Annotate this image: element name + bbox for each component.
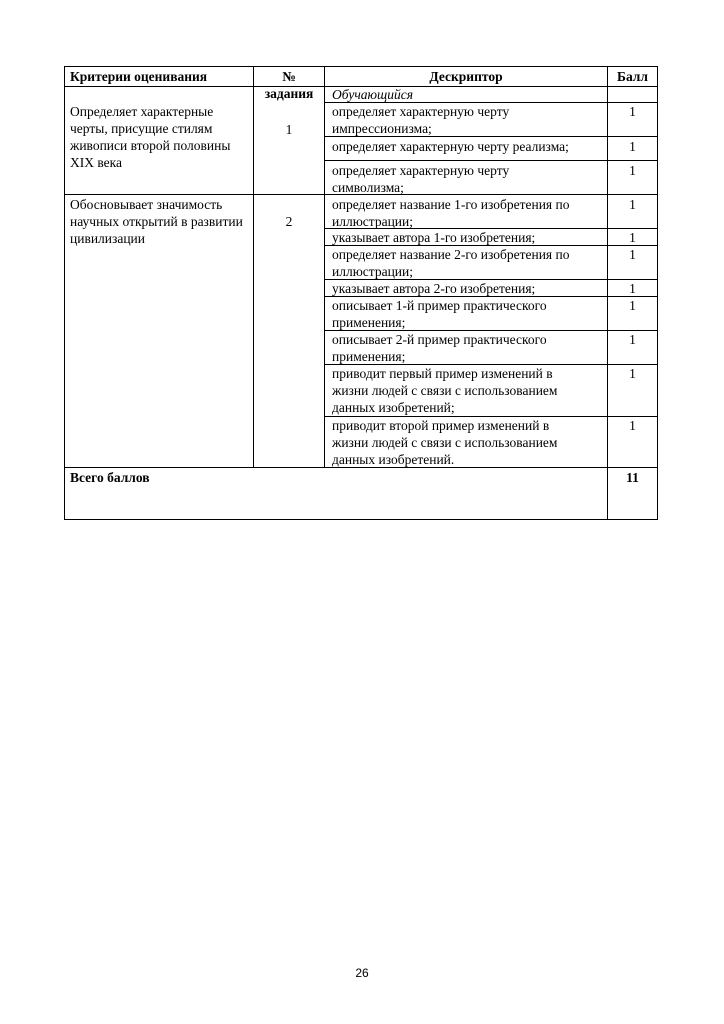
score-value: 1: [629, 197, 636, 212]
subheader-student: Обучающийся: [332, 87, 414, 102]
descriptor-item: описывает 2-й пример практического применения;: [332, 332, 547, 364]
descriptor-item: определяет название 2-го изобретения по иллюстрации;: [332, 247, 570, 279]
score-value: 1: [629, 139, 636, 154]
rubric-table: [64, 66, 658, 520]
header-descriptor: Дескриптор: [429, 69, 503, 84]
score-value: 1: [629, 418, 636, 433]
score-value: 1: [629, 163, 636, 178]
header-task-no: [254, 68, 324, 102]
descriptor-item: указывает автора 2-го изобретения;: [332, 281, 536, 296]
table-border-bottom: [64, 519, 658, 520]
descriptor-item: указывает автора 1-го изобретения;: [332, 230, 536, 245]
descriptor-item: приводит второй пример изменений в жизни людей с связи с использованием данных изобретений.: [332, 418, 558, 467]
total-label: Всего баллов: [70, 470, 150, 485]
header-score: Балл: [617, 69, 648, 84]
table-border-top: [64, 66, 658, 67]
criterion-1: Определяет характерные черты, присущие стилям живописи второй половины XIX века: [70, 104, 231, 170]
header-criteria: Критерии оценивания: [70, 69, 208, 84]
score-value: 1: [629, 298, 636, 313]
descriptor-item: определяет характерную черту импрессионизма;: [332, 104, 510, 136]
score-value: 1: [629, 332, 636, 347]
total-value: 11: [626, 470, 639, 485]
descriptor-item: определяет название 1-го изобретения по иллюстрации;: [332, 197, 570, 229]
score-value: 1: [629, 230, 636, 245]
score-value: 1: [629, 281, 636, 296]
score-value: 1: [629, 366, 636, 381]
table-border-right: [657, 66, 658, 520]
descriptor-item: определяет характерную черту символизма;: [332, 163, 510, 195]
column-divider: [324, 66, 325, 468]
score-value: 1: [629, 104, 636, 119]
task-number-1: 1: [285, 122, 293, 137]
header-task-no-label: задания: [264, 86, 314, 101]
page-number: 26: [355, 966, 369, 980]
score-value: 1: [629, 247, 636, 262]
descriptor-item: описывает 1-й пример практического применения;: [332, 298, 547, 330]
table-border-left: [64, 66, 65, 520]
descriptor-item: определяет характерную черту реализма;: [332, 139, 569, 154]
task-number-2: 2: [285, 214, 293, 229]
header-task-no-symbol: №: [282, 69, 296, 84]
descriptor-item: приводит первый пример изменений в жизни людей с связи с использованием данных изобретений;: [332, 366, 558, 415]
criterion-2: Обосновывает значимость научных открытий в развитии цивилизации: [70, 197, 243, 246]
